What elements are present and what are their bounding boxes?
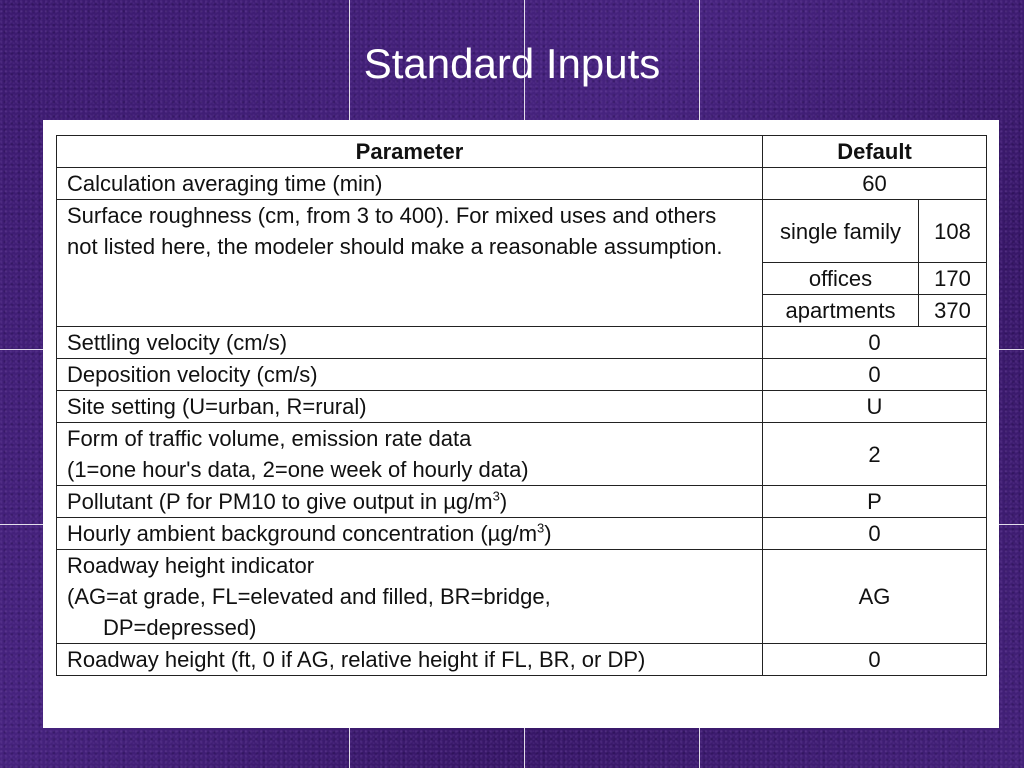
default-cell: AG: [763, 550, 987, 644]
default-cell: 0: [763, 359, 987, 391]
param-cell: Surface roughness (cm, from 3 to 400). For mixed uses and others not listed here, the modeler should make a reasonable assumption.: [57, 200, 763, 327]
sub-value-cell: 108: [919, 200, 987, 263]
table-row: [57, 391, 987, 423]
table-row: [57, 644, 987, 676]
param-cell: Calculation averaging time (min): [57, 168, 763, 200]
table-row: [57, 200, 987, 263]
param-text: Pollutant (P for PM10 to give output in µg/m: [67, 489, 493, 514]
param-cell: Roadway height (ft, 0 if AG, relative height if FL, BR, or DP): [57, 644, 763, 676]
param-cell: Deposition velocity (cm/s): [57, 359, 763, 391]
slide-title: Standard Inputs: [363, 40, 661, 87]
default-cell: P: [763, 486, 987, 518]
header-parameter: Parameter: [57, 136, 763, 168]
param-cell: [57, 550, 763, 644]
param-cell: [57, 486, 763, 518]
param-cell: [57, 518, 763, 550]
table-panel: [43, 120, 999, 728]
table-row: [57, 168, 987, 200]
param-text-close: ): [499, 489, 508, 514]
default-cell: 0: [763, 518, 987, 550]
default-cell: U: [763, 391, 987, 423]
superscript: 3: [492, 488, 500, 504]
table-header-row: [57, 136, 987, 168]
param-line: (AG=at grade, FL=elevated and filled, BR=bridge,: [67, 584, 551, 609]
param-cell: [57, 423, 763, 486]
param-line: (1=one hour's data, 2=one week of hourly data): [67, 457, 529, 482]
table-row: [57, 486, 987, 518]
param-line: Form of traffic volume, emission rate data: [67, 426, 472, 451]
table-row: [57, 359, 987, 391]
sub-value-cell: 370: [919, 295, 987, 327]
table-row: [57, 423, 987, 486]
default-cell: 0: [763, 327, 987, 359]
table-row: [57, 550, 987, 644]
param-cell: Site setting (U=urban, R=rural): [57, 391, 763, 423]
sub-value-cell: 170: [919, 263, 987, 295]
sub-label-cell: single family: [763, 200, 919, 263]
param-text-close: ): [544, 521, 552, 546]
table-row: [57, 518, 987, 550]
table-row: [57, 327, 987, 359]
param-line: Roadway height indicator: [67, 553, 315, 578]
superscript: 3: [537, 520, 545, 536]
default-cell: 60: [763, 168, 987, 200]
param-text: Hourly ambient background concentration (µg/m: [67, 521, 538, 546]
param-cell: Settling velocity (cm/s): [57, 327, 763, 359]
default-cell: 2: [763, 423, 987, 486]
param-line: DP=depressed): [103, 615, 257, 640]
default-cell: 0: [763, 644, 987, 676]
standard-inputs-table: [56, 135, 987, 676]
sub-label-cell: offices: [763, 263, 919, 295]
header-default: Default: [763, 136, 987, 168]
sub-label-cell: apartments: [763, 295, 919, 327]
